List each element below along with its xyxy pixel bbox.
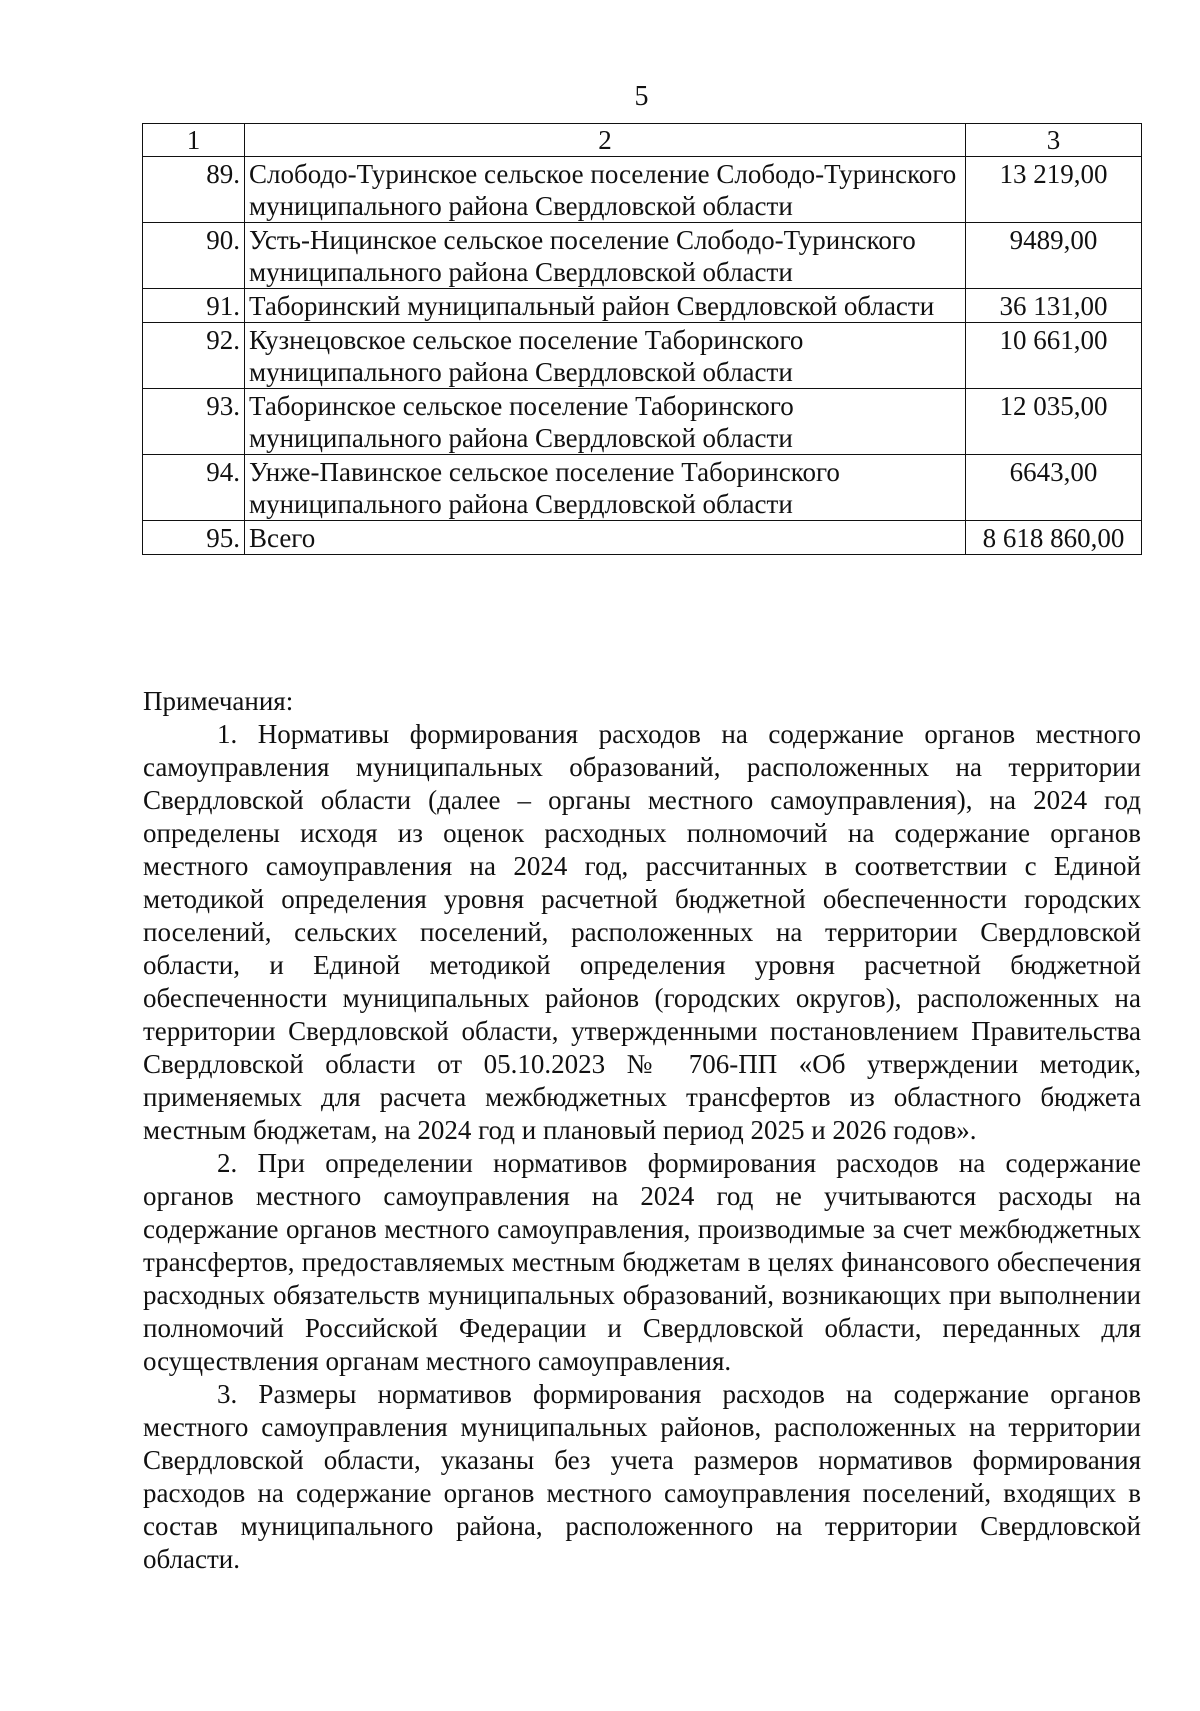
table-total-row (143, 521, 1142, 555)
municipality-name: Усть-Ницинское сельское поселение Слободо-Туринского муниципального района Свердловской области (245, 223, 966, 289)
table-row (143, 455, 1142, 521)
municipality-name: Кузнецовское сельское поселение Таборинского муниципального района Свердловской области (245, 323, 966, 389)
table-row (143, 289, 1142, 323)
row-number: 95. (143, 521, 245, 555)
municipality-name: Унже-Павинское сельское поселение Таборинского муниципального района Свердловской области (245, 455, 966, 521)
note-paragraph-2: 2. При определении нормативов формирования расходов на содержание органов местного самоуправления на 2024 год не учитываются расходы на содержание органов местного самоуправления, производимые за счет межбюджетных трансфертов, предоставляемых местным бюджетам в целях финансового обеспечения расходных обязательств муниципальных образований, возникающих при выполнении полномочий Российской Федерации и Свердловской области, переданных для осуществления органам местного самоуправления. (143, 1148, 1141, 1376)
expense-value: 9489,00 (966, 223, 1142, 289)
note-paragraph-1: 1. Нормативы формирования расходов на содержание органов местного самоуправления муниципальных образований, расположенных на территории Свердловской области (далее – органы местного самоуправления), на 2024 год определены исходя из оценок расходных полномочий на содержание органов местного самоуправления на 2024 год, рассчитанных в соответствии с Единой методикой определения уровня расчетной бюджетной обеспеченности городских поселений, сельских поселений, расположенных на территории Свердловской области, и Единой методикой определения уровня расчетной бюджетной обеспеченности муниципальных районов (городских округов), расположенных на территории Свердловской области, утвержденными постановлением Правительства Свердловской области от 05.10.2023 № 706-ПП «Об утверждении методик, применяемых для расчета межбюджетных трансфертов из областного бюджета местным бюджетам, на 2024 год и плановый период 2025 и 2026 годов». (143, 719, 1141, 1145)
column-value-header: 3 (966, 124, 1142, 157)
table-row (143, 223, 1142, 289)
expense-value: 36 131,00 (966, 289, 1142, 323)
notes-title: Примечания: (143, 686, 294, 716)
table-row (143, 323, 1142, 389)
expense-value: 12 035,00 (966, 389, 1142, 455)
row-number: 89. (143, 157, 245, 223)
table-row (143, 157, 1142, 223)
note-paragraph-3: 3. Размеры нормативов формирования расходов на содержание органов местного самоуправления муниципальных районов, расположенных на территории Свердловской области, указаны без учета размеров нормативов формирования расходов на содержание органов местного самоуправления поселений, входящих в состав муниципального района, расположенного на территории Свердловской области. (143, 1379, 1141, 1574)
row-number: 94. (143, 455, 245, 521)
expense-value: 13 219,00 (966, 157, 1142, 223)
notes-section (143, 685, 1141, 1576)
table-header-row (143, 124, 1142, 157)
column-name-header: 2 (245, 124, 966, 157)
municipality-name: Таборинское сельское поселение Таборинского муниципального района Свердловской области (245, 389, 966, 455)
page-number: 5 (634, 81, 649, 112)
total-value: 8 618 860,00 (966, 521, 1142, 555)
table-row (143, 389, 1142, 455)
row-number: 93. (143, 389, 245, 455)
row-number: 91. (143, 289, 245, 323)
column-number-header: 1 (143, 124, 245, 157)
municipality-name: Таборинский муниципальный район Свердловской области (245, 289, 966, 323)
municipality-name: Слободо-Туринское сельское поселение Слободо-Туринского муниципального района Свердловской области (245, 157, 966, 223)
expense-value: 10 661,00 (966, 323, 1142, 389)
expense-value: 6643,00 (966, 455, 1142, 521)
budget-table (142, 123, 1142, 555)
row-number: 92. (143, 323, 245, 389)
row-number: 90. (143, 223, 245, 289)
total-label: Всего (245, 521, 966, 555)
